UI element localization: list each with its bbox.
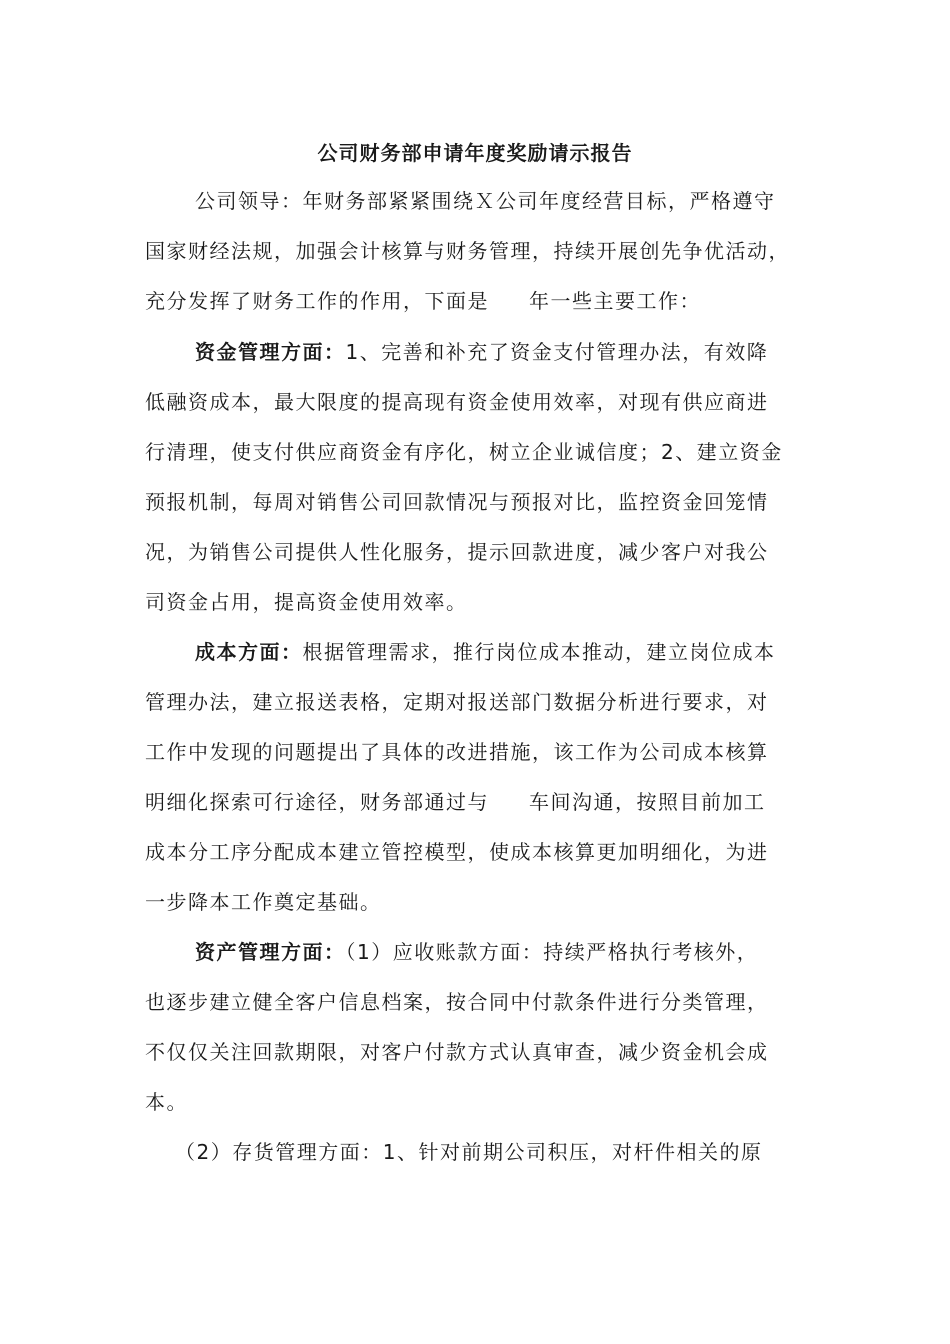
cost-line-2: 管理办法，建立报送表格，定期对报送部门数据分析进行要求，对 (145, 690, 769, 714)
funds-line-1 (195, 337, 815, 367)
intro-line-2: 国家财经法规，加强会计核算与财务管理，持续开展创先争优活动， (145, 239, 790, 263)
cost-line-4-b: 车间沟通，按照目前加工 (529, 790, 766, 814)
funds-line-2: 低融资成本，最大限度的提高现有资金使用效率，对现有供应商进 (145, 390, 769, 414)
funds-line-3: 行清理，使支付供应商资金有序化，树立企业诚信度；2、建立资金 (145, 440, 783, 464)
funds-line-6: 司资金占用，提高资金使用效率。 (145, 590, 468, 614)
cost-line-3: 工作中发现的问题提出了具体的改进措施，该工作为公司成本核算 (145, 740, 769, 764)
cost-line-4 (145, 787, 815, 817)
cost-line-5: 成本分工序分配成本建立管控模型，使成本核算更加明细化，为进 (145, 840, 769, 864)
cost-heading: 成本方面： (195, 640, 303, 664)
assets-line-3: 不仅仅关注回款期限，对客户付款方式认真审查，减少资金机会成 (145, 1040, 769, 1064)
intro-line-3-b: 年一些主要工作： (529, 289, 701, 313)
assets-heading: 资产管理方面： (195, 940, 346, 964)
cost-line-1-text: 根据管理需求，推行岗位成本推动，建立岗位成本 (302, 640, 776, 664)
funds-line-1-text: 1、完善和补充了资金支付管理办法，有效降 (345, 340, 769, 364)
cost-line-4-a: 明细化探索可行途径，财务部通过与 (145, 790, 489, 814)
assets-line-4: 本。 (145, 1090, 188, 1114)
intro-line-3 (145, 286, 815, 316)
assets-line-1 (195, 937, 815, 967)
intro-line-3-a: 充分发挥了财务工作的作用，下面是 (145, 289, 489, 313)
intro-line-1: 公司领导：年财务部紧紧围绕Ｘ公司年度经营目标，严格遵守 (195, 189, 776, 213)
inventory-line-1: （2）存货管理方面：1、针对前期公司积压，对杆件相关的原 (175, 1140, 763, 1164)
cost-line-1 (195, 637, 815, 667)
document-title: 公司财务部申请年度奖励请示报告 (317, 141, 633, 165)
funds-line-5: 况，为销售公司提供人性化服务，提示回款进度，减少客户对我公 (145, 540, 769, 564)
assets-line-1-text: （1）应收账款方面：持续严格执行考核外， (345, 940, 759, 964)
assets-line-2: 也逐步建立健全客户信息档案，按合同中付款条件进行分类管理， (145, 990, 769, 1014)
cost-line-6: 一步降本工作奠定基础。 (145, 890, 382, 914)
funds-heading: 资金管理方面： (195, 340, 346, 364)
funds-line-4: 预报机制，每周对销售公司回款情况与预报对比，监控资金回笼情 (145, 490, 769, 514)
